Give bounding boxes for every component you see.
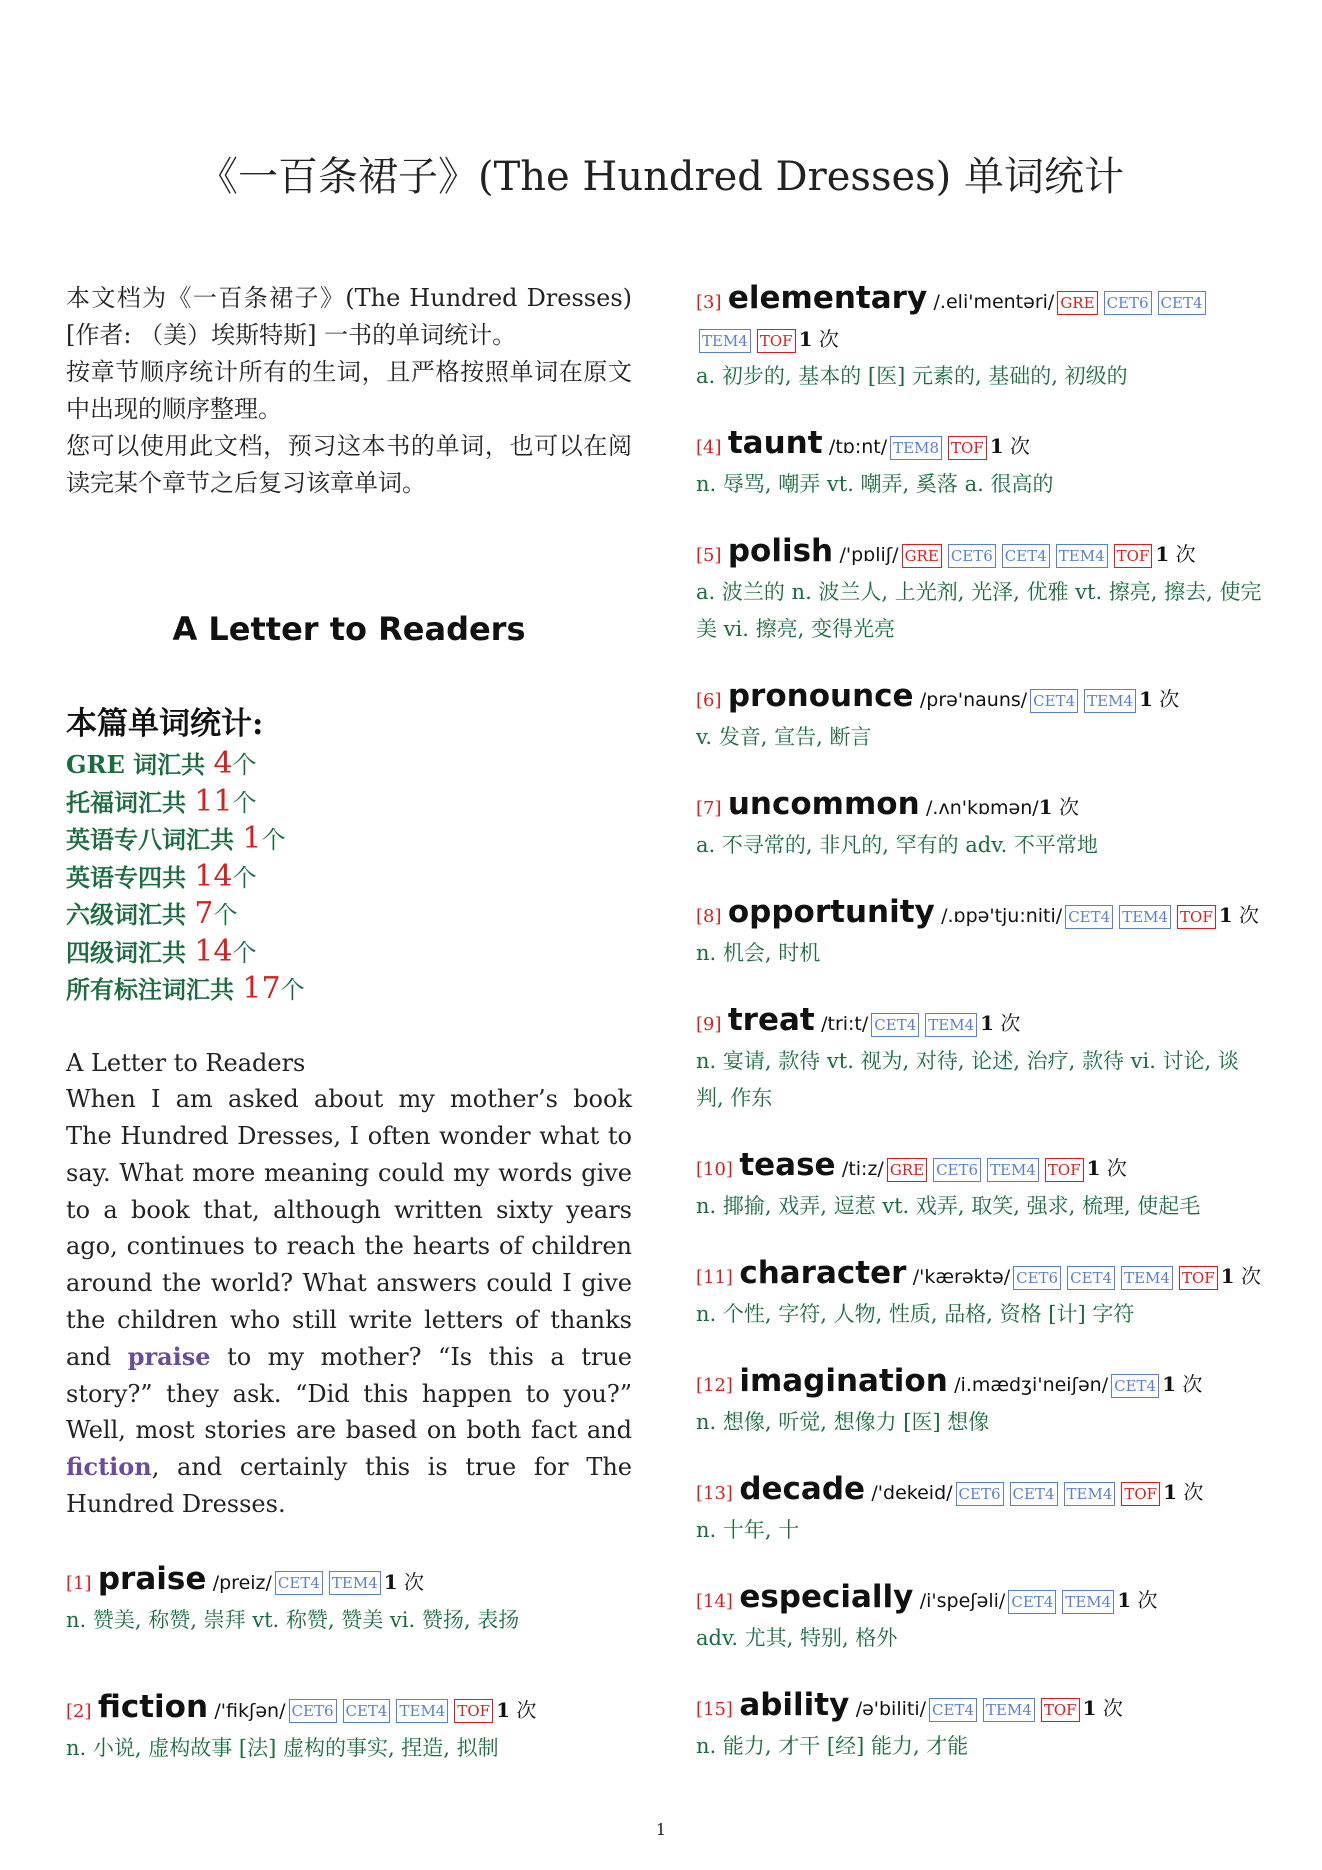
vocab-list-left: [66, 1561, 632, 1767]
stat-label: GRE 词汇共: [66, 750, 214, 779]
count-suffix: 次: [1000, 1011, 1021, 1035]
entry-word: decade: [739, 1471, 866, 1507]
count-number: 1: [1082, 1696, 1097, 1720]
entry-pronunciation: /'kærəktə/: [912, 1266, 1011, 1288]
article-text: , and certainly this is true for The Hundred Dresses.: [66, 1453, 632, 1519]
vocab-entry: [696, 894, 1266, 972]
vocab-entry: [696, 533, 1266, 648]
stat-line: [66, 746, 632, 784]
stat-unit: 个: [232, 751, 257, 779]
vocab-entry: [696, 1147, 1266, 1225]
entry-count: [799, 327, 839, 351]
level-tag: TEM8: [890, 436, 942, 460]
count-number: 1: [1086, 1156, 1101, 1180]
entry-pronunciation: /i.mædʒi'neiʃən/: [954, 1374, 1109, 1396]
level-tag: TEM4: [1121, 1266, 1173, 1290]
level-tag: TEM4: [987, 1158, 1039, 1182]
level-tag: GRE: [902, 544, 942, 568]
level-tag: TEM4: [396, 1699, 448, 1723]
level-tag: TEM4: [699, 329, 751, 353]
entry-index: [13]: [696, 1483, 733, 1504]
entry-count: [1083, 1696, 1123, 1720]
entry-pronunciation: /ti:z/: [841, 1158, 884, 1180]
count-suffix: 次: [1102, 1696, 1123, 1720]
level-tag: CET6: [933, 1158, 981, 1182]
vocab-list-right: [696, 280, 1266, 1765]
entry-head: [696, 1147, 1266, 1188]
count-number: 1: [980, 1011, 995, 1035]
level-tag: CET4: [1111, 1374, 1159, 1398]
count-suffix: 次: [1010, 434, 1030, 458]
entry-head: [696, 1363, 1266, 1404]
stat-label: 所有标注词汇共: [66, 975, 243, 1004]
entry-word: taunt: [727, 425, 823, 461]
level-tag: TOF: [1177, 905, 1216, 929]
entry-head: [696, 1579, 1266, 1620]
entry-definition: n. 揶揄, 戏弄, 逗惹 vt. 戏弄, 取笑, 强求, 梳理, 使起毛: [696, 1194, 1201, 1218]
entry-word: character: [739, 1255, 907, 1291]
stat-count: 7: [194, 896, 214, 931]
entry-head: [66, 1689, 632, 1730]
stat-line: [66, 934, 632, 972]
level-tag: TEM4: [1056, 544, 1108, 568]
vocab-entry: [696, 1687, 1266, 1765]
entry-index: [6]: [696, 690, 722, 711]
entry-word: ability: [739, 1687, 850, 1723]
entry-count: [1155, 542, 1195, 566]
document-title: 《一百条裙子》(The Hundred Dresses) 单词统计: [198, 154, 1124, 200]
level-tag: CET4: [1065, 905, 1113, 929]
vocab-entry: [696, 678, 1266, 756]
entry-head: [696, 678, 1266, 719]
count-suffix: 次: [1240, 1264, 1261, 1288]
entry-pronunciation: /i'speʃəli/: [919, 1590, 1006, 1612]
entry-definition: v. 发音, 宣告, 断言: [696, 725, 872, 749]
level-tag: TEM4: [983, 1698, 1035, 1722]
entry-definition: a. 波兰的 n. 波兰人, 上光剂, 光泽, 优雅 vt. 擦亮, 擦去, 使完美 vi. 擦亮, 变得光亮: [696, 580, 1262, 641]
count-number: 1: [1218, 903, 1233, 927]
level-tag: CET4: [1067, 1266, 1115, 1290]
vocab-entry: [696, 1255, 1266, 1333]
entry-definition: n. 十年, 十: [696, 1518, 800, 1542]
level-tag: TOF: [1121, 1482, 1160, 1506]
entry-count: [1162, 1372, 1202, 1396]
entry-word: treat: [727, 1002, 815, 1038]
count-suffix: 次: [1182, 1372, 1203, 1396]
entry-pronunciation: /.eli'mentəri/: [933, 291, 1055, 313]
article-heading: A Letter to Readers: [66, 1048, 306, 1077]
count-suffix: 次: [1159, 687, 1180, 711]
count-number: 1: [383, 1569, 398, 1594]
entry-count: [990, 434, 1030, 458]
level-tag: CET6: [1104, 291, 1152, 315]
entry-pronunciation: /'fikʃən/: [214, 1699, 286, 1722]
count-suffix: 次: [1106, 1156, 1127, 1180]
count-suffix: 次: [1137, 1588, 1158, 1612]
entry-definition: n. 赞美, 称赞, 崇拜 vt. 称赞, 赞美 vi. 赞扬, 表扬: [66, 1607, 520, 1632]
count-suffix: 次: [1239, 903, 1260, 927]
vocab-entry: [696, 280, 1266, 395]
level-tag: CET6: [948, 544, 996, 568]
entry-word: uncommon: [727, 786, 920, 822]
article-body: [66, 1081, 632, 1523]
entry-word: praise: [97, 1560, 207, 1597]
level-tag: CET4: [871, 1013, 919, 1037]
entry-pronunciation: /.ɒpə'tju:niti/: [941, 905, 1063, 927]
level-tag: CET4: [1002, 544, 1050, 568]
entry-head: [696, 1687, 1266, 1728]
stat-label: 四级词汇共: [66, 937, 195, 967]
level-tag: TOF: [1179, 1266, 1218, 1290]
level-tag: GRE: [887, 1158, 927, 1182]
entry-count: [1039, 795, 1079, 819]
level-tag: CET4: [1158, 291, 1206, 315]
entry-head: [696, 425, 1266, 466]
entry-definition: n. 个性, 字符, 人物, 性质, 品格, 资格 [计] 字符: [696, 1302, 1135, 1326]
count-number: 1: [1038, 795, 1053, 819]
count-number: 1: [1163, 1480, 1178, 1504]
stat-count: 17: [242, 971, 281, 1006]
count-suffix: 次: [818, 327, 839, 351]
entry-index: [14]: [696, 1591, 733, 1612]
entry-head: [696, 1471, 1266, 1512]
entry-head: [696, 1002, 1266, 1043]
entry-word: opportunity: [727, 894, 935, 930]
level-tag: CET4: [343, 1699, 391, 1723]
entry-pronunciation: /preiz/: [212, 1571, 272, 1594]
entry-definition: a. 不寻常的, 非凡的, 罕有的 adv. 不平常地: [696, 833, 1098, 857]
entry-definition: a. 初步的, 基本的 [医] 元素的, 基础的, 初级的: [696, 364, 1128, 388]
count-suffix: 次: [1058, 795, 1079, 819]
stat-line: [66, 896, 632, 934]
level-tag: TOF: [757, 329, 796, 353]
left-column: [66, 280, 632, 1797]
stat-unit: 个: [232, 788, 257, 817]
entry-count: [496, 1698, 536, 1722]
stat-line: [66, 821, 632, 859]
entry-definition: n. 能力, 才干 [经] 能力, 才能: [696, 1734, 969, 1758]
vocab-entry: [696, 1002, 1266, 1117]
entry-pronunciation: /.ʌn'kɒmən/: [926, 797, 1039, 819]
entry-word: especially: [739, 1579, 914, 1615]
entry-definition: n. 想像, 听觉, 想像力 [医] 想像: [696, 1410, 990, 1434]
level-tag: TOF: [1041, 1698, 1080, 1722]
entry-pronunciation: /'pɒliʃ/: [839, 544, 899, 566]
intro-paragraph: 您可以使用此文档，预习这本书的单词，也可以在阅读完某个章节之后复习该章单词。: [66, 432, 632, 497]
level-tag: CET4: [1030, 689, 1078, 713]
stat-label: 英语专四共: [66, 862, 195, 892]
intro-paragraph: 按章节顺序统计所有的生词，且严格按照单词在原文中出现的顺序整理。: [66, 358, 632, 423]
level-tag: TOF: [1114, 544, 1153, 568]
stat-count: 14: [194, 858, 233, 894]
count-suffix: 次: [1175, 542, 1196, 566]
vocab-entry: [696, 1363, 1266, 1441]
entry-index: [12]: [696, 1375, 733, 1396]
intro-paragraph: 本文档为《一百条裙子》(The Hundred Dresses)[作者: （美）埃斯特斯] 一书的单词统计。: [66, 284, 632, 349]
entry-index: [10]: [696, 1159, 733, 1180]
entry-count: [384, 1570, 424, 1594]
level-tag: TEM4: [1084, 689, 1136, 713]
vocab-entry: [696, 425, 1266, 503]
entry-index: [5]: [696, 545, 722, 566]
entry-definition: n. 宴请, 款待 vt. 视为, 对待, 论述, 治疗, 款待 vi. 讨论, 谈判, 作东: [696, 1049, 1239, 1110]
count-suffix: 次: [516, 1697, 537, 1722]
entry-head: [696, 533, 1266, 574]
entry-definition: adv. 尤其, 特别, 格外: [696, 1626, 898, 1650]
article: [66, 1045, 632, 1523]
entry-count: [1219, 903, 1259, 927]
level-tag: TEM4: [1064, 1482, 1116, 1506]
entry-count: [1117, 1588, 1157, 1612]
level-tag: CET4: [275, 1571, 323, 1595]
count-number: 1: [1139, 687, 1153, 711]
entry-index: [15]: [696, 1699, 733, 1720]
page-number: 1: [655, 1820, 667, 1839]
entry-definition: n. 小说, 虚构故事 [法] 虚构的事实, 捏造, 拟制: [66, 1735, 499, 1760]
highlight-word: fiction: [66, 1452, 152, 1482]
entry-pronunciation: /ə'biliti/: [855, 1698, 927, 1720]
level-tag: CET6: [289, 1699, 337, 1723]
stats-heading: 本篇单词统计:: [66, 706, 264, 742]
vocab-entry: [66, 1689, 632, 1767]
stat-count: 1: [242, 821, 262, 856]
entry-index: [4]: [696, 437, 722, 458]
count-number: 1: [1220, 1264, 1235, 1288]
stat-label: 英语专八词汇共: [66, 825, 243, 854]
article-text: to my mother? “Is this a true story?” they ask. “Did this happen to you?” Well, most stories are based on both fact and: [66, 1342, 632, 1445]
entry-pronunciation: /tri:t/: [821, 1013, 869, 1035]
stat-count: 11: [194, 783, 233, 819]
count-number: 1: [989, 434, 1004, 458]
stat-label: 托福词汇共: [66, 787, 195, 817]
entry-count: [1087, 1156, 1127, 1180]
level-tag: TOF: [948, 436, 987, 460]
count-number: 1: [496, 1697, 510, 1722]
stat-unit: 个: [213, 901, 238, 929]
entry-word: imagination: [739, 1363, 948, 1399]
stat-count: 14: [194, 933, 233, 969]
entry-word: elementary: [727, 280, 928, 316]
entry-index: [9]: [696, 1014, 722, 1035]
stat-line: [66, 859, 632, 897]
entry-head: [696, 894, 1266, 935]
level-tag: TEM4: [1062, 1590, 1114, 1614]
article-text: When I am asked about my mother’s book The Hundred Dresses, I often wonder what to say. What more meaning could my words give to a book that, although written sixty years ago, continues to reach the hearts of children around the world? What answers could I give the children who still write letters of thanks and: [66, 1085, 632, 1371]
level-tag: CET4: [1010, 1482, 1058, 1506]
stat-line: [66, 784, 632, 822]
count-number: 1: [1162, 1372, 1176, 1396]
stat-unit: 个: [232, 863, 257, 892]
level-tag: CET4: [929, 1698, 977, 1722]
vocab-entry: [696, 786, 1266, 864]
stats-list: [66, 746, 632, 1009]
level-tag: TEM4: [925, 1013, 977, 1037]
section-title: A Letter to Readers: [172, 610, 526, 648]
count-number: 1: [798, 327, 813, 351]
level-tag: GRE: [1057, 291, 1097, 315]
entry-count: [1139, 687, 1179, 711]
entry-definition: n. 辱骂, 嘲弄 vt. 嘲弄, 奚落 a. 很高的: [696, 472, 1054, 496]
entry-index: [7]: [696, 798, 722, 819]
entry-word: pronounce: [727, 678, 914, 714]
stat-unit: 个: [261, 826, 286, 854]
vocab-entry: [696, 1471, 1266, 1549]
entry-head: [66, 1561, 632, 1602]
stat-line: [66, 971, 632, 1009]
count-suffix: 次: [404, 1569, 425, 1594]
entry-head: [696, 280, 1266, 358]
level-tag: CET6: [1013, 1266, 1061, 1290]
stat-count: 4: [213, 746, 233, 781]
stat-unit: 个: [232, 938, 257, 967]
count-suffix: 次: [1183, 1480, 1204, 1504]
stat-label: 六级词汇共: [66, 900, 195, 929]
level-tag: TOF: [454, 1699, 493, 1723]
entry-index: [1]: [66, 1572, 92, 1594]
entry-pronunciation: /'dekeid/: [871, 1482, 953, 1504]
entry-index: [11]: [696, 1267, 733, 1288]
entry-word: fiction: [97, 1688, 209, 1725]
level-tag: CET6: [956, 1482, 1004, 1506]
entry-head: [696, 786, 1266, 827]
entry-count: [1221, 1264, 1261, 1288]
entry-count: [980, 1011, 1020, 1035]
count-number: 1: [1117, 1588, 1132, 1612]
level-tag: TEM4: [1119, 905, 1171, 929]
count-number: 1: [1155, 542, 1170, 566]
entry-index: [3]: [696, 292, 722, 313]
entry-definition: n. 机会, 时机: [696, 941, 821, 965]
stat-unit: 个: [280, 976, 305, 1004]
level-tag: TEM4: [329, 1571, 381, 1595]
entry-head: [696, 1255, 1266, 1296]
intro: [66, 280, 632, 502]
entry-index: [2]: [66, 1700, 92, 1722]
entry-pronunciation: /prə'nauns/: [919, 689, 1028, 711]
level-tag: TOF: [1045, 1158, 1084, 1182]
vocab-entry: [66, 1561, 632, 1639]
entry-count: [1163, 1480, 1203, 1504]
level-tag: CET4: [1008, 1590, 1056, 1614]
entry-word: polish: [727, 533, 834, 569]
entry-pronunciation: /tɒ:nt/: [828, 436, 888, 458]
highlight-word: praise: [127, 1341, 211, 1371]
entry-index: [8]: [696, 906, 722, 927]
entry-word: tease: [739, 1147, 836, 1183]
right-column: [696, 280, 1266, 1795]
vocab-entry: [696, 1579, 1266, 1657]
